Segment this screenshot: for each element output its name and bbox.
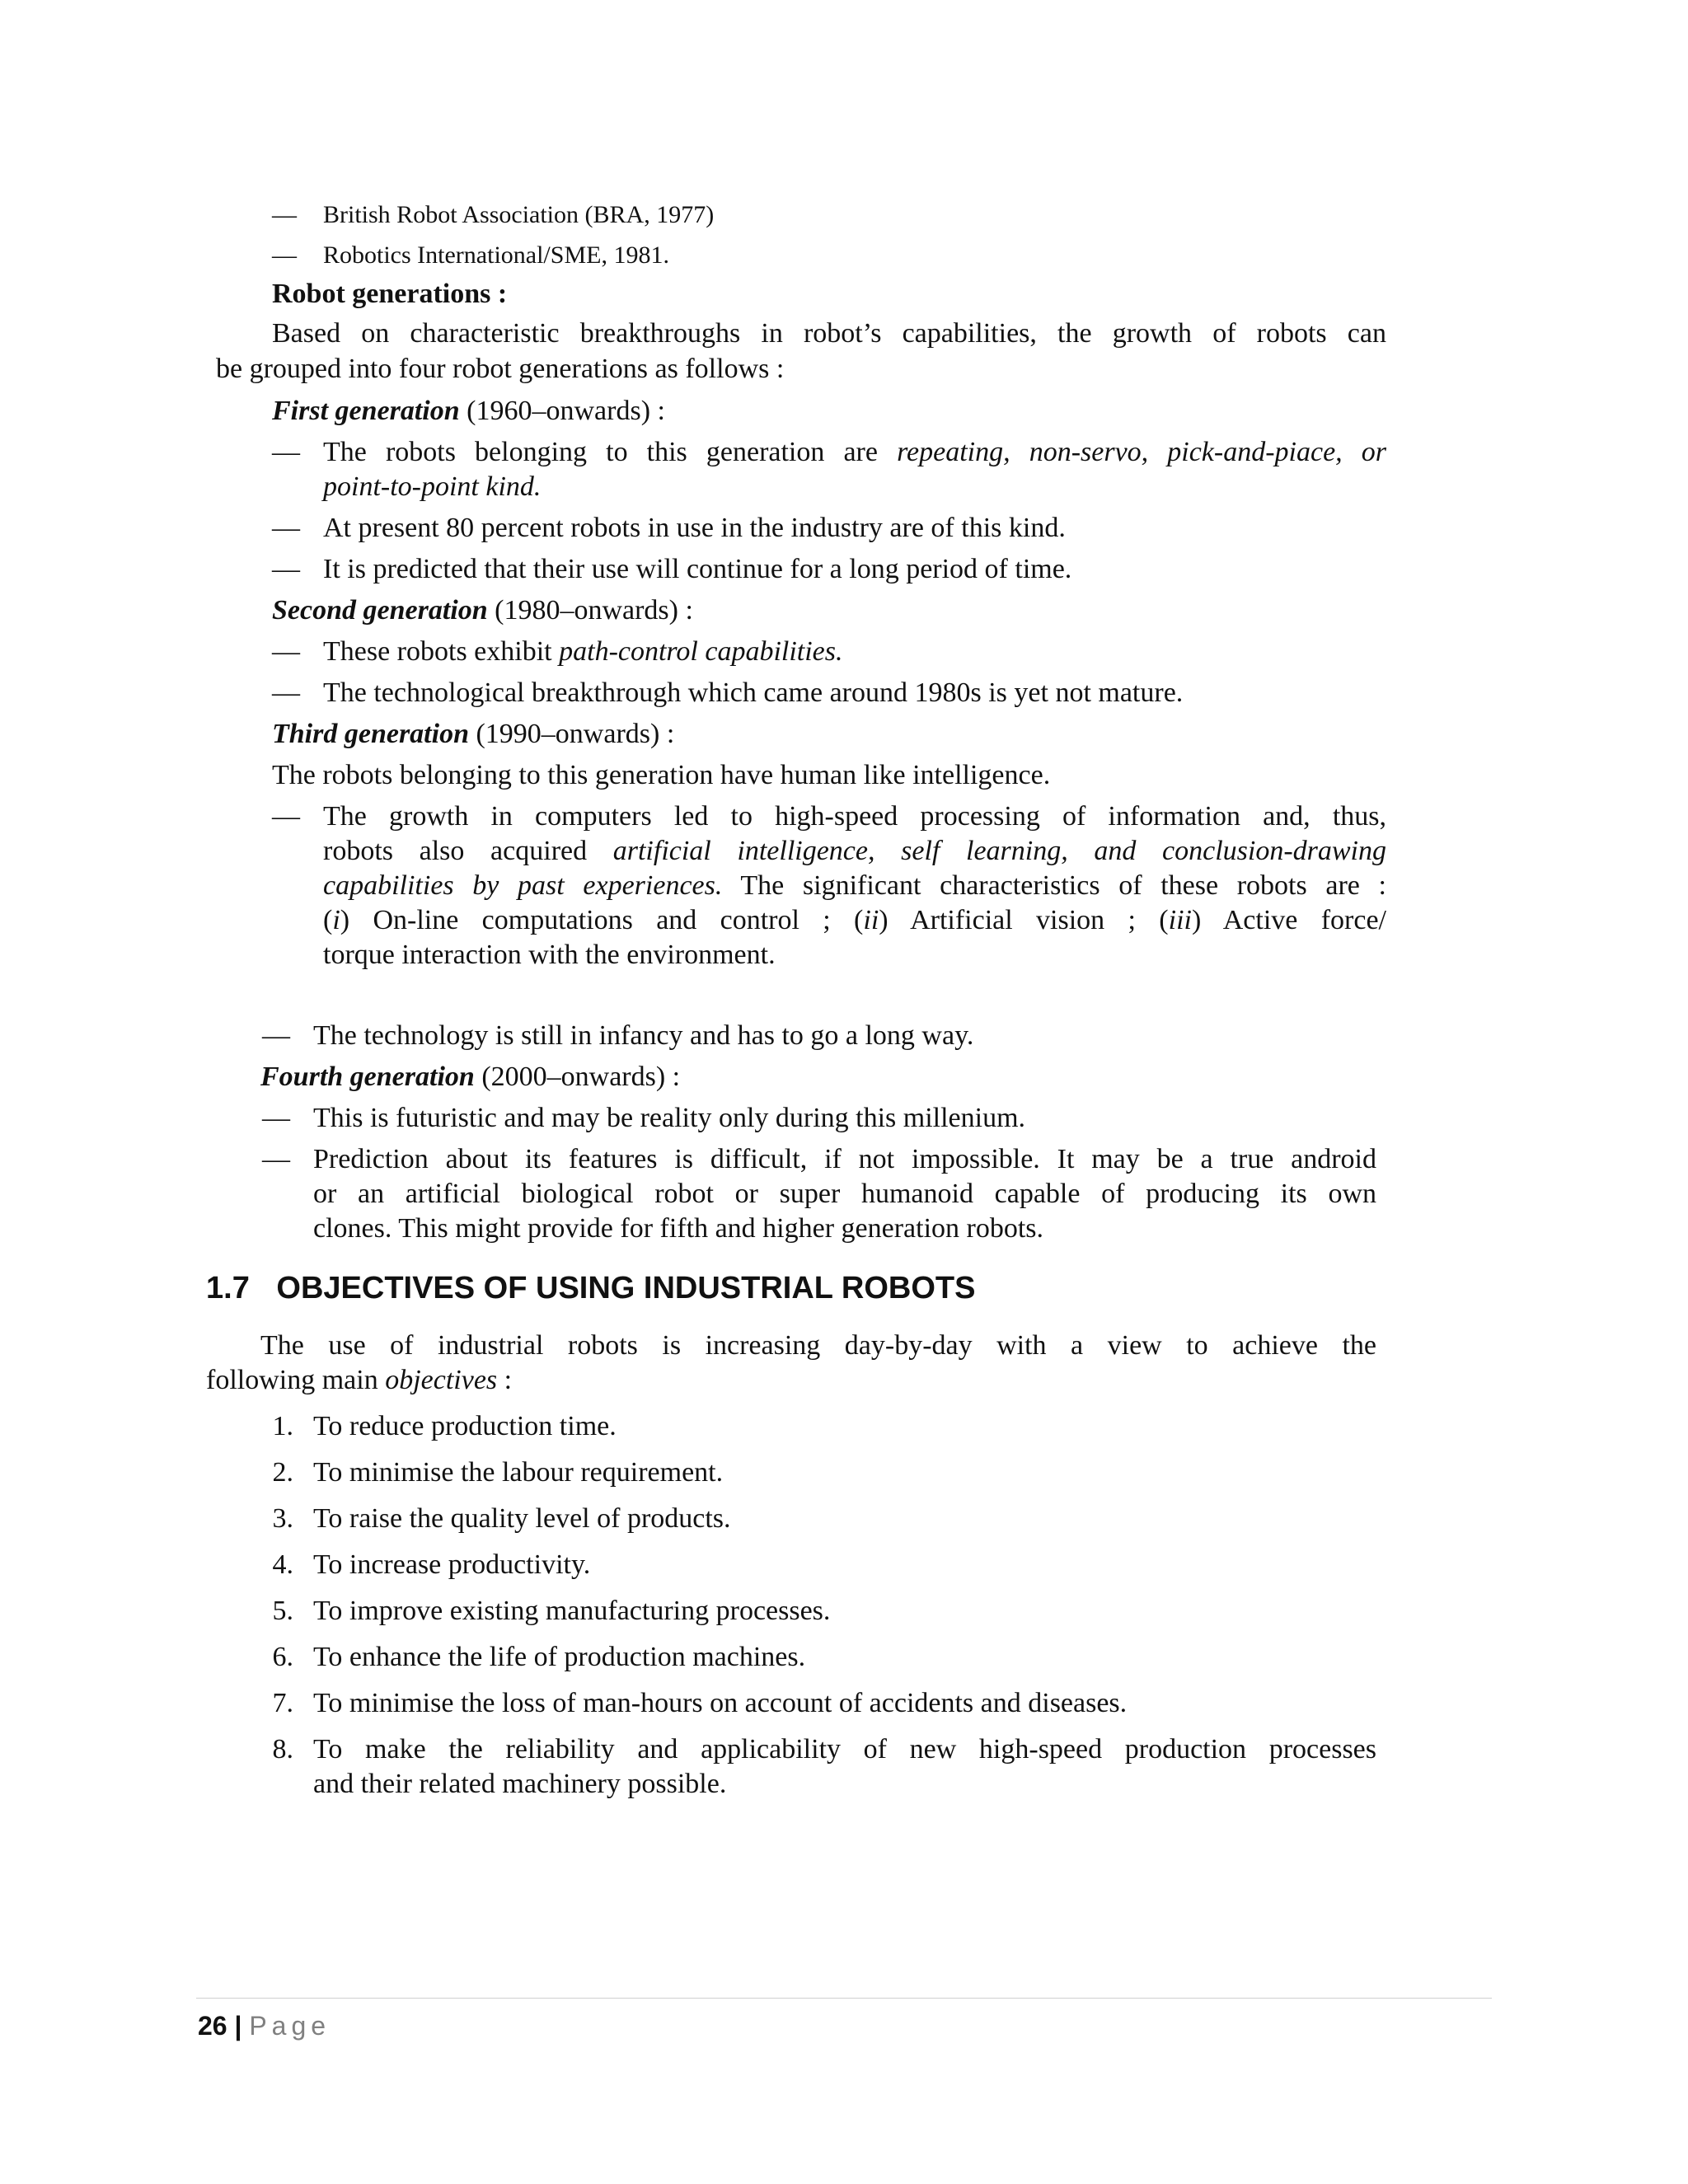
bullet-line: [323, 869, 1386, 903]
page-footer: [198, 2009, 331, 2042]
list-item: To minimise the labour requirement.: [313, 1457, 724, 1488]
paragraph-line: Based on characteristic breakthroughs in robot’s capabilities, the growth of robots can: [272, 318, 1386, 349]
bullet-line: [323, 635, 843, 669]
generation-name: Second generation: [272, 595, 488, 626]
bullet-line: Prediction about its features is difficult, if not impossible. It may be a true android: [313, 1144, 1376, 1174]
list-item: To make the reliability and applicability of new high-speed production processes: [313, 1734, 1376, 1765]
list-dash: —: [262, 1103, 290, 1133]
paragraph-line: The use of industrial robots is increasing day-by-day with a view to achieve the: [260, 1330, 1376, 1361]
bullet-line: point-to-point kind.: [323, 471, 542, 502]
list-item: Robotics International/SME, 1981.: [323, 241, 669, 269]
bullet-text: The significant characteristics of these robots are :: [722, 870, 1386, 901]
list-item: To improve existing manufacturing processes.: [313, 1596, 831, 1626]
bullet-line: [323, 834, 1386, 869]
section-title: OBJECTIVES OF USING INDUSTRIAL ROBOTS: [276, 1271, 976, 1305]
roman-numeral: iii: [1168, 905, 1192, 935]
list-dash: —: [272, 201, 297, 228]
section-heading: [206, 1269, 975, 1307]
list-number: 7.: [272, 1688, 293, 1718]
roman-numeral: i: [332, 905, 340, 935]
bullet-text: The robots belonging to this generation are: [323, 437, 898, 467]
generation-name: First generation: [272, 396, 460, 426]
bullet-line: The technology is still in infancy and has to go a long way.: [313, 1020, 974, 1051]
list-item: British Robot Association (BRA, 1977): [323, 201, 715, 228]
list-item: To increase productivity.: [313, 1549, 591, 1580]
robot-generations-heading: Robot generations :: [272, 279, 508, 309]
bullet-line: [323, 435, 1386, 470]
section-number: 1.7: [206, 1271, 250, 1305]
first-generation-heading: [272, 394, 665, 429]
list-dash: —: [272, 801, 300, 832]
bullet-italic: capabilities by past experiences.: [323, 870, 723, 901]
list-dash: —: [262, 1144, 290, 1174]
list-dash: —: [272, 677, 300, 708]
bullet-line: torque interaction with the environment.: [323, 940, 776, 970]
bullet-text: On-line computations and control ; (: [349, 905, 864, 935]
list-number: 4.: [272, 1549, 293, 1580]
page-label: Page: [249, 2011, 331, 2041]
list-number: 2.: [272, 1457, 293, 1488]
list-dash: —: [272, 437, 300, 467]
bullet-italic: path-control capabilities.: [559, 636, 843, 667]
bullet-line: At present 80 percent robots in use in the industry are of this kind.: [323, 513, 1066, 543]
bullet-line: or an artificial biological robot or super humanoid capable of producing its own: [313, 1179, 1376, 1209]
list-item: To minimise the loss of man-hours on account of accidents and diseases.: [313, 1688, 1128, 1718]
paragraph-line: The robots belonging to this generation have human like intelligence.: [272, 760, 1051, 790]
footer-separator: |: [234, 2011, 242, 2041]
generation-years: (1990–onwards) :: [476, 719, 675, 749]
list-number: 5.: [272, 1596, 293, 1626]
list-dash: —: [272, 513, 300, 543]
page-number: 26: [198, 2011, 227, 2041]
list-dash: —: [272, 241, 297, 269]
list-number: 6.: [272, 1642, 293, 1672]
list-number: 8.: [272, 1734, 293, 1765]
bullet-line: This is futuristic and may be reality only during this millenium.: [313, 1103, 1026, 1133]
second-generation-heading: [272, 593, 693, 628]
list-item-continuation: and their related machinery possible.: [313, 1769, 727, 1799]
bullet-line: It is predicted that their use will continue for a long period of time.: [323, 554, 1072, 584]
list-item: To raise the quality level of products.: [313, 1503, 731, 1534]
bullet-line: (i) On-line computations and control ; (ii) Artificial vision ; (iii) Active force/: [323, 905, 1386, 935]
roman-numeral: ii: [863, 905, 879, 935]
bullet-line: The technological breakthrough which came around 1980s is yet not mature.: [323, 677, 1184, 708]
list-number: 1.: [272, 1411, 293, 1441]
paragraph-italic: objectives: [385, 1365, 498, 1395]
list-item: To reduce production time.: [313, 1411, 617, 1441]
bullet-line: clones. This might provide for fifth and higher generation robots.: [313, 1213, 1044, 1244]
fourth-generation-heading: [260, 1060, 680, 1094]
generation-name: Third generation: [272, 719, 469, 749]
bullet-italic: repeating, non-servo, pick-and-piace, or: [897, 437, 1386, 467]
bullet-text: robots also acquired: [323, 836, 613, 866]
generation-years: (2000–onwards) :: [481, 1062, 681, 1092]
list-number: 3.: [272, 1503, 293, 1534]
list-dash: —: [272, 554, 300, 584]
paragraph-line: be grouped into four robot generations as follows :: [216, 354, 785, 384]
list-dash: —: [262, 1020, 290, 1051]
generation-name: Fourth generation: [260, 1062, 475, 1092]
bullet-text: These robots exhibit: [323, 636, 560, 667]
bullet-italic: artificial intelligence, self learning, and conclusion-drawing: [612, 836, 1386, 866]
bullet-text: ) Artificial vision ; (: [879, 905, 1169, 935]
paragraph-text: following main: [206, 1365, 386, 1395]
generation-years: (1980–onwards) :: [495, 595, 693, 626]
bullet-line: The growth in computers led to high-speed processing of information and, thus,: [323, 801, 1386, 832]
list-dash: —: [272, 636, 300, 667]
list-item: To enhance the life of production machines.: [313, 1642, 806, 1672]
paragraph-text: :: [497, 1365, 513, 1395]
paragraph-line: [206, 1363, 512, 1398]
generation-years: (1960–onwards) :: [467, 396, 665, 426]
bullet-text: ) Active force/: [1191, 905, 1386, 935]
third-generation-heading: [272, 717, 674, 752]
footer-rule: [196, 1998, 1492, 1999]
